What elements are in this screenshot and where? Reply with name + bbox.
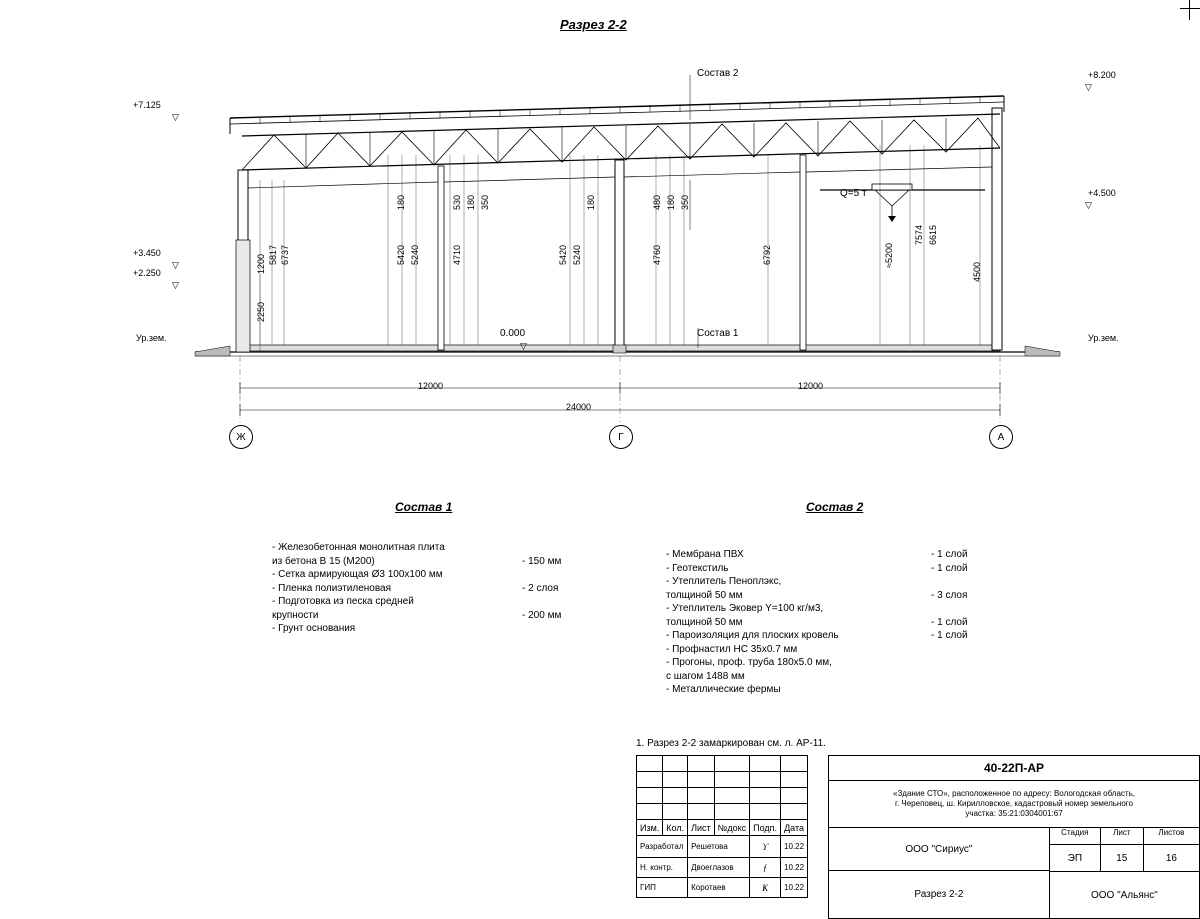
sostav2-item-value-9 <box>931 670 991 684</box>
stage-header-0: Стадия <box>1050 828 1101 844</box>
stamp-role-0: Разработал <box>637 836 688 858</box>
level-mark-4500: +4.500 <box>1088 188 1116 198</box>
span-dim-1: 12000 <box>418 381 444 391</box>
sostav2-item-value-8 <box>931 656 991 670</box>
sostav1-item-value-1: - 150 мм <box>522 555 562 567</box>
stamp-name-2: Коротаев <box>688 878 750 898</box>
ground-level-left: Ур.зем. <box>136 333 167 343</box>
dim-2250: 2250 <box>256 302 266 323</box>
level-mark-3450: +3.450 <box>133 248 161 258</box>
sostav2-title: Состав 2 <box>806 500 864 514</box>
stamp-header-5: Дата <box>781 820 808 836</box>
general-note: 1. Разрез 2-2 замаркирован см. л. АР-11. <box>636 738 826 749</box>
signature-2: Ҝ <box>750 878 781 898</box>
sostav1-item-value-2 <box>522 568 592 582</box>
sostav1-item-text-6: - Грунт основания <box>272 623 356 634</box>
company-top: ООО "Сириус" <box>829 828 1049 871</box>
stamp-date-0: 10.22 <box>781 836 808 858</box>
dim-350-a: 350 <box>480 195 490 211</box>
span-dim-2: 12000 <box>798 381 824 391</box>
stage-value-1: 15 <box>1101 845 1144 871</box>
dim-530: 530 <box>452 195 462 211</box>
crane-capacity-label: Q=5 т <box>840 188 867 199</box>
stamp-date-1: 10.22 <box>781 858 808 878</box>
sostav1-item-value-5: - 200 мм <box>522 609 562 621</box>
sostav1-item-text-2: - Сетка армирующая Ø3 100х100 мм <box>272 569 443 580</box>
sostav1-item-text-0: - Железобетонная монолитная плита <box>272 542 445 553</box>
sheet-border-vertical <box>1189 0 1190 20</box>
stage-value-0: ЭП <box>1050 845 1101 871</box>
sostav2-item-value-2 <box>931 575 991 589</box>
level-arrow-3: ▽ <box>172 280 179 290</box>
stamp-header-1: Кол. <box>663 820 688 836</box>
dim-180-b: 180 <box>466 195 476 211</box>
stage-header-1: Лист <box>1101 828 1144 844</box>
company-bottom: ООО "Альянс" <box>1090 889 1158 901</box>
sostav2-item-text-8: - Прогоны, проф. труба 180х5.0 мм, <box>666 657 832 668</box>
sostav1-item-value-3: - 2 слоя <box>522 582 559 594</box>
dim-350-b: 350 <box>680 195 690 211</box>
stamp-role-2: ГИП <box>637 878 688 898</box>
sostav2-item-value-5: - 1 слой <box>931 616 968 628</box>
sostav2-item-text-2: - Утеплитель Пеноплэкс, <box>666 576 782 587</box>
axis-bubble-zh: Ж <box>229 425 253 449</box>
dim-6737: 6737 <box>280 245 290 266</box>
sostav2-item-text-7: - Профнастил НС 35х0.7 мм <box>666 643 798 655</box>
level-arrow-2: ▽ <box>172 260 179 270</box>
sostav2-item-text-10: - Металлические фермы <box>666 684 781 695</box>
stage-value-2: 16 <box>1165 852 1177 864</box>
sostav1-item-text-1: из бетона В 15 (М200) <box>272 555 375 567</box>
sostav2-item-value-10 <box>931 683 991 697</box>
sostav1-item-text-3: - Пленка полиэтиленовая <box>272 582 392 594</box>
stamp-header-3: №докс <box>714 820 749 836</box>
sostav2-item-text-1: - Геотекстиль <box>666 562 729 574</box>
dim-180-c: 180 <box>586 195 596 211</box>
axis-bubble-g: Г <box>609 425 633 449</box>
sostav1-title: Состав 1 <box>395 500 453 514</box>
level-arrow-5: ▽ <box>1085 200 1092 210</box>
stamp-role-1: Н. контр. <box>637 858 688 878</box>
dim-5420-a: 5420 <box>396 245 406 266</box>
zero-level-arrow: ▽ <box>520 341 527 351</box>
callout-sostav2: Состав 2 <box>697 68 739 79</box>
sostav2-item-value-4 <box>931 602 991 616</box>
sostav2-item-text-5: толщиной 50 мм <box>666 616 743 628</box>
sostav2-item-value-1: - 1 слой <box>931 562 968 574</box>
total-span-dim: 24000 <box>566 402 592 412</box>
callout-sostav1: Состав 1 <box>697 328 739 339</box>
dim-6792: 6792 <box>762 245 772 266</box>
dim-5240-a: 5240 <box>410 245 420 266</box>
sostav2-item-value-3: - 3 слоя <box>931 589 968 601</box>
level-arrow-4: ▽ <box>1085 82 1092 92</box>
dim-5240-b: 5240 <box>572 245 582 266</box>
signature-1: ƒ <box>750 858 781 878</box>
axis-bubble-a: А <box>989 425 1013 449</box>
stamp-header-2: Лист <box>688 820 715 836</box>
dim-480: 480 <box>652 195 662 211</box>
zero-level-label: 0.000 <box>500 328 526 339</box>
sostav1-item-value-4 <box>522 595 592 609</box>
sheet-title: Разрез 2-2 <box>914 888 964 900</box>
dim-7574: 7574 <box>914 225 924 246</box>
dim-4710: 4710 <box>452 245 462 266</box>
level-mark-7125: +7.125 <box>133 100 161 110</box>
dim-1200: 1200 <box>256 254 266 275</box>
dim-5817: 5817 <box>268 245 278 266</box>
level-mark-8200: +8.200 <box>1088 70 1116 80</box>
sostav2-item-text-3: толщиной 50 мм <box>666 589 743 601</box>
ground-level-right: Ур.зем. <box>1088 333 1119 343</box>
level-mark-2250: +2.250 <box>133 268 161 278</box>
sheet-border-horizontal <box>1180 8 1200 9</box>
sostav1-item-text-4: - Подготовка из песка средней <box>272 596 414 607</box>
dim-4500: 4500 <box>972 262 982 283</box>
sostav1-item-text-5: крупности <box>272 609 319 621</box>
object-line-1: г. Череповец, ш. Кирилловское, кадастровый номер земельного <box>895 799 1133 808</box>
sostav2-item-text-6: - Пароизоляция для плоских кровель <box>666 630 839 641</box>
page-title: Разрез 2-2 <box>560 17 627 32</box>
sostav2-item-value-0: - 1 слой <box>931 549 968 560</box>
level-arrow-1: ▽ <box>172 112 179 122</box>
project-code: 40-22П-АР <box>829 756 1199 781</box>
dim-6615: 6615 <box>928 225 938 246</box>
sostav2-item-text-9: с шагом 1488 мм <box>666 670 745 682</box>
object-line-0: «Здание СТО», расположенное по адресу: Вологодская область, <box>893 789 1135 798</box>
sostav2-item-text-4: - Утеплитель Эковер Y=100 кг/м3, <box>666 603 824 614</box>
sostav2-item-value-6: - 1 слой <box>931 630 968 641</box>
stamp-name-0: Решетова <box>688 836 750 858</box>
sostav1-item-value-6 <box>522 622 592 636</box>
dim-5200: ≈5200 <box>884 243 894 268</box>
sostav2-item-text-0: - Мембрана ПВХ <box>666 549 744 560</box>
revision-grid <box>636 755 808 898</box>
stamp-name-1: Двоеглазов <box>688 858 750 878</box>
dim-4760: 4760 <box>652 245 662 266</box>
object-line-2: участка: 35:21:0304001:67 <box>965 809 1063 818</box>
signature-0: ϒ <box>750 836 781 858</box>
sostav1-list <box>272 541 592 636</box>
sostav2-item-value-7 <box>931 643 991 657</box>
stamp-header-4: Подп. <box>750 820 781 836</box>
dim-180-a: 180 <box>396 195 406 211</box>
stage-header-2: Листов <box>1158 828 1185 837</box>
stamp-date-2: 10.22 <box>781 878 808 898</box>
sostav2-list <box>666 548 991 697</box>
dim-180-d: 180 <box>666 195 676 211</box>
dim-5420-b: 5420 <box>558 245 568 266</box>
sostav1-item-value-0 <box>522 541 592 555</box>
stamp-main-block <box>828 755 1200 919</box>
stamp-header-0: Изм. <box>637 820 663 836</box>
